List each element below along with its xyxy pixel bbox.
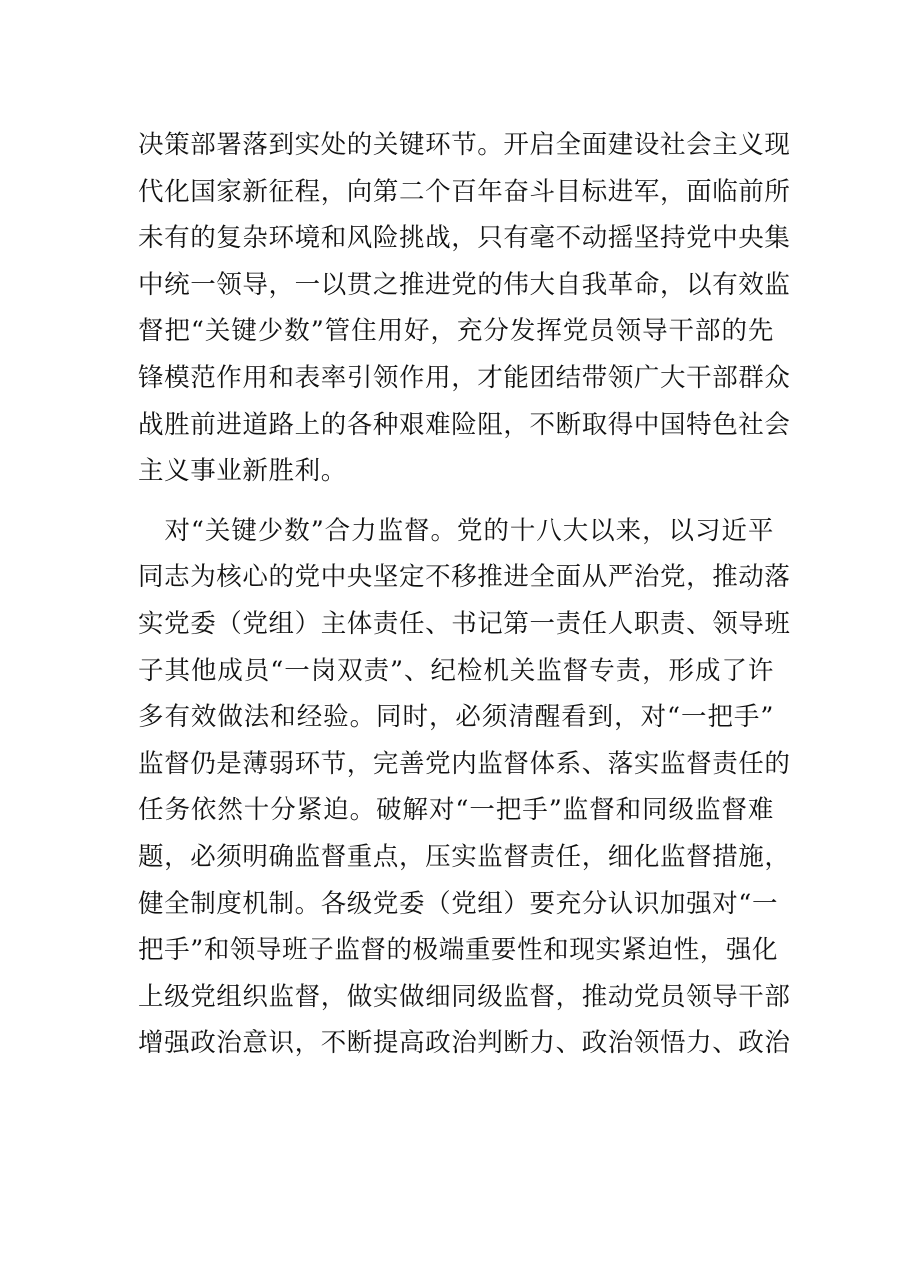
text-line: 健全制度机制。各级党委（党组）要充分认识加强对“一 — [138, 888, 779, 919]
text-line: 代化国家新征程，向第二个百年奋斗目标进军，面临前所 — [138, 176, 791, 207]
text-line: 战胜前进道路上的各种艰难险阻，不断取得中国特色社会 — [138, 409, 791, 440]
text-line: 子其他成员“一岗双责”、纪检机关监督专责，形成了许 — [138, 655, 774, 686]
text-line: 多有效做法和经验。同时，必须清醒看到，对“一把手” — [138, 702, 774, 733]
text-line: 主义事业新胜利。 — [138, 456, 347, 487]
text-line: 监督仍是薄弱环节，完善党内监督体系、落实监督责任的 — [138, 748, 791, 779]
text-line: 题，必须明确监督重点，压实监督责任，细化监督措施， — [138, 841, 791, 872]
text-line: 对“关键少数”合力监督。党的十八大以来，以习近平 — [138, 515, 774, 546]
paragraph-1 — [138, 122, 791, 495]
text-line: 上级党组织监督，做实做细同级监督，推动党员领导干部 — [138, 981, 791, 1012]
text-line: 任务依然十分紧迫。破解对“一把手”监督和同级监督难 — [138, 795, 774, 826]
text-line: 锋模范作用和表率引领作用，才能团结带领广大干部群众 — [138, 362, 791, 393]
text-line: 中统一领导，一以贯之推进党的伟大自我革命，以有效监 — [138, 269, 791, 300]
text-line: 把手”和领导班子监督的极端重要性和现实紧迫性，强化 — [138, 935, 779, 966]
document-body — [138, 122, 791, 1067]
text-line: 决策部署落到实处的关键环节。开启全面建设社会主义现 — [138, 130, 791, 160]
text-line: 督把“关键少数”管住用好，充分发挥党员领导干部的先 — [138, 316, 774, 347]
text-line: 同志为核心的党中央坚定不移推进全面从严治党，推动落 — [138, 562, 791, 593]
text-line: 实党委（党组）主体责任、书记第一责任人职责、领导班 — [138, 608, 791, 639]
paragraph-spacer — [138, 495, 774, 508]
paragraph-2 — [138, 508, 791, 1067]
text-line: 增强政治意识，不断提高政治判断力、政治领悟力、政治 — [138, 1028, 791, 1059]
text-line: 未有的复杂环境和风险挑战，只有毫不动摇坚持党中央集 — [138, 223, 791, 254]
